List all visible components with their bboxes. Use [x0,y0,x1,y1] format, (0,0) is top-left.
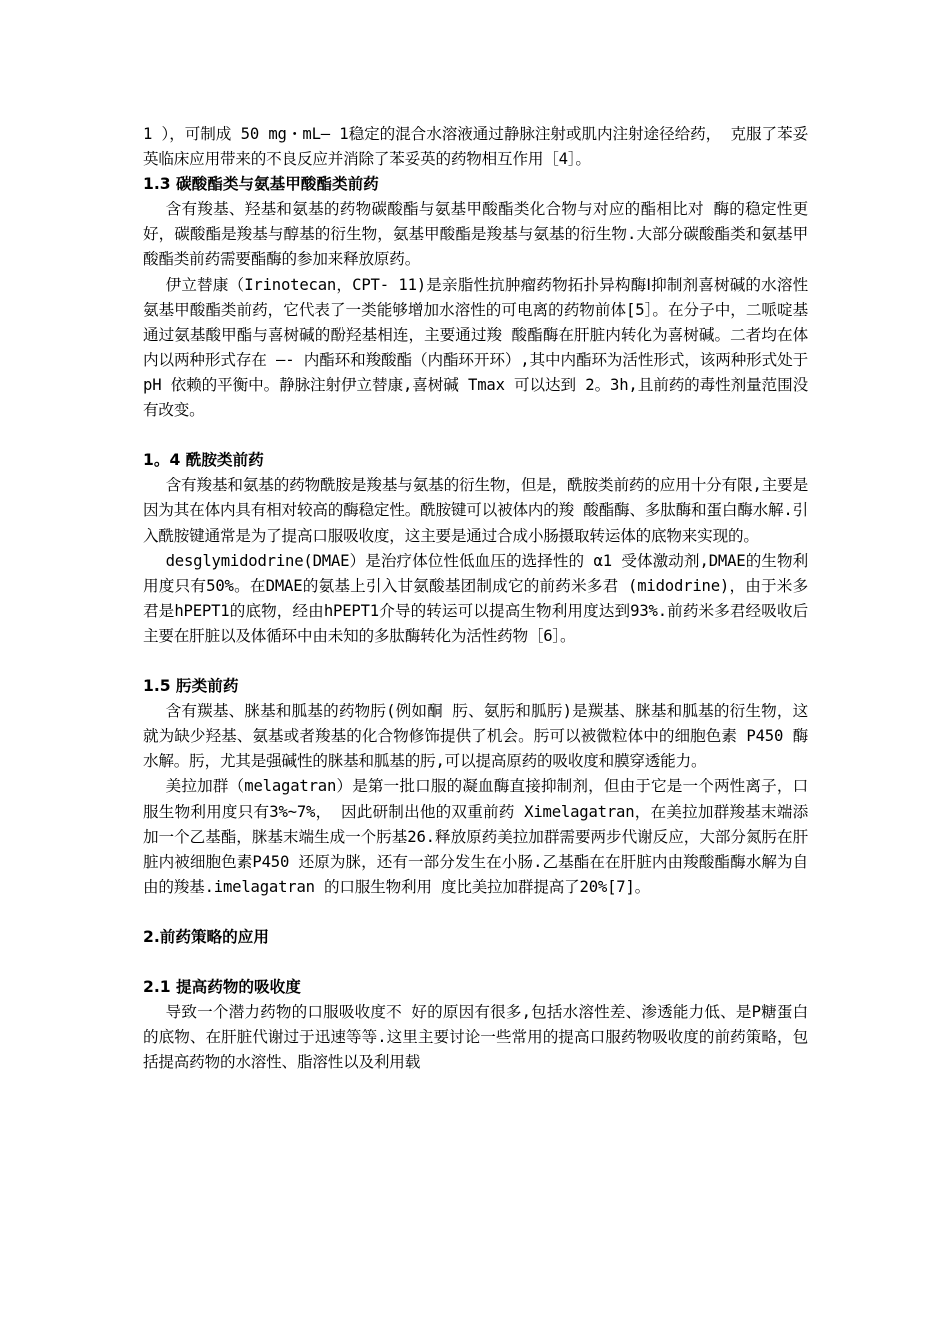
paragraph-carbonate-intro: 含有羧基、羟基和氨基的药物碳酸酯与氨基甲酸酯类化合物与对应的酯相比对 酶的稳定性更好，碳酸酯是羧基与醇基的衍生物，氨基甲酸酯是羧基与氨基的衍生物.大部分碳酸酯类和氨基甲酸酯类前药需要酯酶的参加来释放原药。 [143,200,808,269]
blank-line [143,900,808,925]
paragraph-amide-intro: 含有羧基和氨基的药物酰胺是羧基与氨基的衍生物，但是，酰胺类前药的应用十分有限,主要是因为其在体内具有相对较高的酶稳定性。酰胺键可以被体内的羧 酸酯酶、多肽酶和蛋白酶水解.引入酰胺键通常是为了提高口服吸收度，这主要是通过合成小肠摄取转运体的底物来实现的。 [143,476,808,545]
paragraph-midodrine: desglymidodrine(DMAE）是治疗体位性低血压的选择性的 α1 受体激动剂,DMAE的生物利用度只有50%。在DMAE的氨基上引入甘氨酸基团制成它的前药米多君 (midodrine)，由于米多君是hPEPT1的底物，经由hPEPT1介导的转运可以提高生物利用度达到93%.前药米多君经吸收后主要在肝脏以及体循环中由未知的多肽酶转化为活性药物［6］。 [143,551,808,645]
paragraph-continuation: 1 ），可制成 50 mg・mL— 1稳定的混合水溶液通过静脉注射或肌内注射途径给药， 克服了苯妥英临床应用带来的不良反应并消除了苯妥英的药物相互作用［4］。 [143,125,808,169]
blank-line [143,950,808,975]
section-heading-1-4: 1。4 酰胺类前药 [143,451,264,470]
document-page [143,122,808,1076]
paragraph-absorption: 导致一个潜力药物的口服吸收度不 好的原因有很多,包括水溶性差、渗透能力低、是P糖蛋白的底物、在肝脏代谢过于迅速等等.这里主要讨论一些常用的提高口服药物吸收度的前药策略，包括提高药物的水溶性、脂溶性以及利用载 [143,1003,808,1072]
paragraph-irinotecan: 伊立替康（Irinotecan，CPT- 11)是亲脂性抗肿瘤药物拓扑异构酶Ⅰ抑制剂喜树碱的水溶性氨基甲酸酯类前药，它代表了一类能够增加水溶性的可电离的药物前体[5］。在分子中，二哌啶基通过氨基酸甲酯与喜树碱的酚羟基相连，主要通过羧 酸酯酶在肝脏内转化为喜树碱。二者均在体内以两种形式存在 —- 内酯环和羧酸酯（内酯环开环）,其中内酯环为活性形式，该两种形式处于 pH 依赖的平衡中。静脉注射伊立替康,喜树碱 Tmax 可以达到 2。3h,且前药的毒性剂量范围没有改变。 [143,275,808,420]
blank-line [143,423,808,448]
blank-line [143,649,808,674]
section-heading-1-3: 1.3 碳酸酯类与氨基甲酸酯类前药 [143,175,379,194]
section-heading-2: 2.前药策略的应用 [143,928,269,946]
paragraph-melagatran: 美拉加群（melagatran）是第一批口服的凝血酶直接抑制剂，但由于它是一个两性离子，口服生物利用度只有3%~7%， 因此研制出他的双重前药 Ximelagatran，在美拉加群羧基末端添加一个乙基酯，脒基末端生成一个肟基26.释放原药美拉加群需要两步代谢反应，大部分氮肟在肝脏内被细胞色素P450 还原为脒，还有一部分发生在小肠.乙基酯在在肝脏内由羧酸酯酶水解为自由的羧基.imelagatran 的口服生物利用 度比美拉加群提高了20%[7]。 [143,777,808,896]
paragraph-oxime-intro: 含有羰基、脒基和胍基的药物肟(例如酮 肟、氨肟和胍肟)是羰基、脒基和胍基的衍生物，这就为缺少羟基、氨基或者羧基的化合物修饰提供了机会。肟可以被微粒体中的细胞色素 P450 酶水解。肟，尤其是强碱性的脒基和胍基的肟,可以提高原药的吸收度和膜穿透能力。 [143,702,808,771]
section-heading-1-5: 1.5 肟类前药 [143,677,239,696]
section-heading-2-1: 2.1 提高药物的吸收度 [143,978,301,997]
